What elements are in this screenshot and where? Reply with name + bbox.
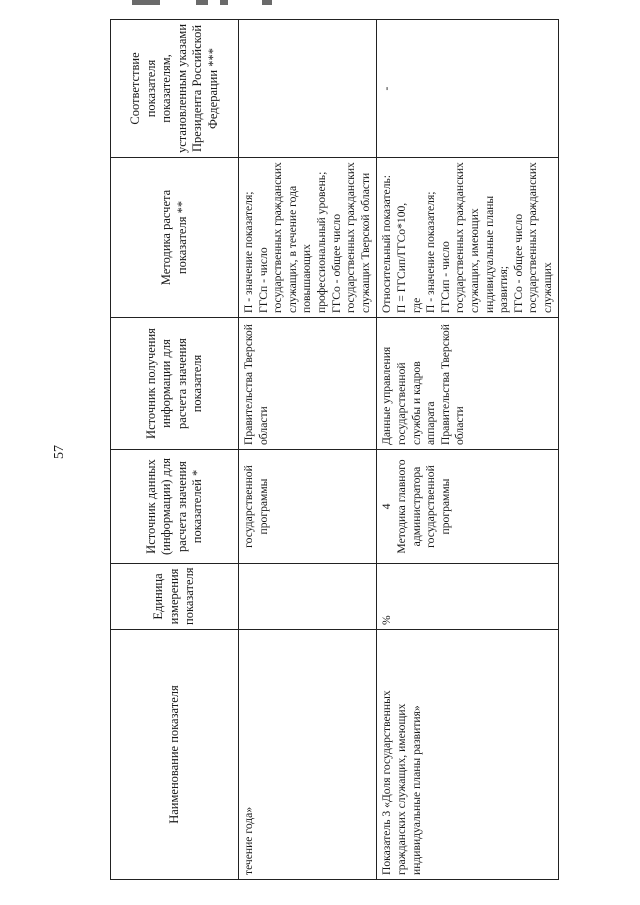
method-line: Относительный показатель: [380, 175, 394, 313]
cell-correspondence [239, 20, 377, 158]
table-row [239, 20, 377, 880]
info-source-line: Данные управления государственной службы и кадров аппарата [380, 346, 438, 445]
cell-data-source [377, 450, 559, 564]
cell-name: течение года» [239, 630, 377, 880]
method-line: ГГСо - общее число государственных гражданских служащих [511, 162, 554, 313]
header-method: Методика расчета показателя ** [111, 158, 239, 318]
cell-info-source: Правительства Тверской области [239, 318, 377, 450]
cell-method [377, 158, 559, 318]
method-line: П - значение показателя; [424, 191, 438, 313]
cell-name: Показатель 3 «Доля государственных гражданских служащих, имеющих индивидуальные планы развития» [377, 630, 559, 880]
header-data-source: Источник данных (информации) для расчета значения показателей * [111, 450, 239, 564]
table-row [377, 20, 559, 880]
page-number: 57 [52, 445, 67, 459]
method-line: П - значение показателя; [242, 191, 255, 313]
header-unit: Единица измерения показателя [111, 564, 239, 630]
cell-method [239, 158, 377, 318]
info-source-line: Правительства Тверской области [438, 324, 467, 445]
table-header-row [111, 20, 239, 880]
scan-top-marks [0, 0, 640, 8]
header-indicator-name: Наименование показателя [111, 630, 239, 880]
method-line: ГГСо - общее число государственных гражданских служащих Тверской области [329, 162, 372, 313]
cell-unit [239, 564, 377, 630]
method-line: ГГСп - число государственных гражданских служащих, в течение года повышающих профессиональный уровень; [256, 162, 328, 313]
indicator-table [110, 19, 559, 880]
method-line: где [409, 297, 423, 313]
cell-data-source: государственной программы [239, 450, 377, 564]
cell-info-source [377, 318, 559, 450]
header-info-source: Источник получения информации для расчета значения показателя [111, 318, 239, 450]
method-line: ГГСип - число государственных гражданских служащих, имеющих индивидуальные планы развития; [438, 162, 511, 313]
cell-unit: % [377, 564, 559, 630]
cell-correspondence: - [377, 20, 559, 158]
method-line: П = ГГСип/ГГСо*100, [394, 202, 408, 313]
indicator-table-rotated [110, 20, 554, 880]
header-correspondence: Соответствие показателя показателям, установленным указами Президента Российской Федерации *** [111, 20, 239, 158]
data-source-number: 4 [380, 503, 394, 510]
data-source-text: Методика главного администратора государственной программы [394, 459, 452, 554]
